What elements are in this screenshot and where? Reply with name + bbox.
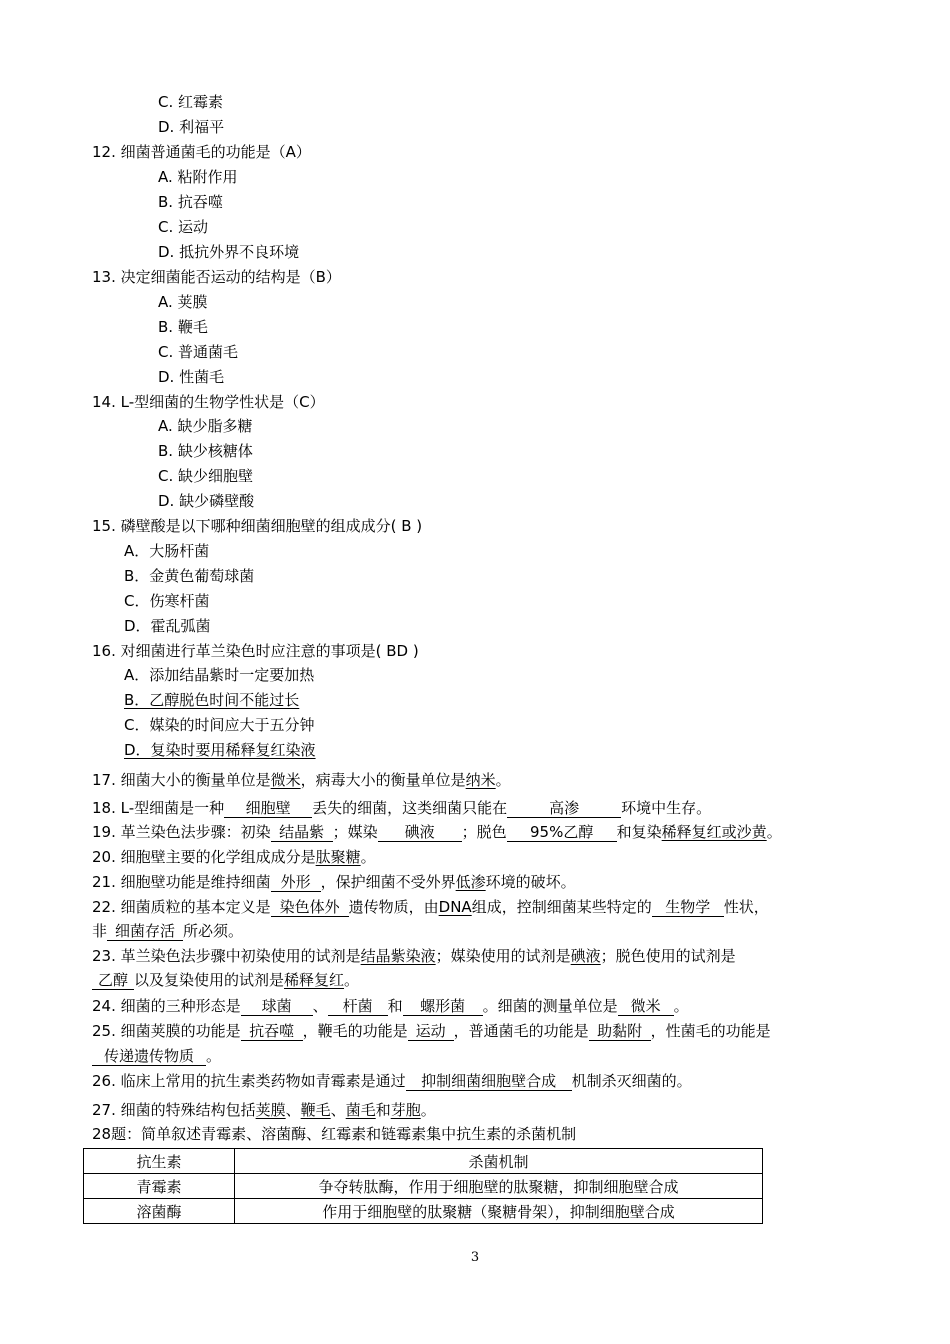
- option-b: B. 抗吞噬: [158, 193, 223, 211]
- option-a: A．大肠杆菌: [124, 542, 210, 560]
- answer-blank: 肽聚糖: [315, 848, 361, 866]
- question-26: 26. 临床上常用的抗生素类药物如青霉素是通过 抑制细菌细胞壁合成 机制杀灭细菌的。: [92, 1072, 692, 1090]
- answer-blank: 低渗: [455, 873, 486, 891]
- answer-blank: 芽胞: [390, 1101, 421, 1119]
- question-23-cont: 乙醇 以及复染使用的试剂是稀释复红。: [92, 970, 359, 990]
- option-c: C. 运动: [158, 218, 209, 236]
- table-row: [84, 1199, 763, 1224]
- option-a: A. 荚膜: [158, 293, 208, 311]
- answer-blank: DNA: [438, 898, 472, 916]
- option-c: C．伤寒杆菌: [124, 592, 210, 610]
- option-d: D. 缺少磷壁酸: [158, 492, 255, 510]
- option-a: A. 缺少脂多糖: [158, 417, 253, 435]
- question-25: 25. 细菌荚膜的功能是 抗吞噬 ，鞭毛的功能是 运动 ，普通菌毛的功能是 助黏附 ，性菌毛的功能是: [92, 1022, 771, 1040]
- answer-blank: 乙醇: [92, 971, 134, 990]
- answer-blank: 杆菌: [328, 997, 388, 1016]
- option-d: D. 抵抗外界不良环境: [158, 243, 300, 261]
- option-b: B．金黄色葡萄球菌: [124, 567, 255, 585]
- answer-blank: 鞭毛: [300, 1101, 331, 1119]
- question-22: 22. 细菌质粒的基本定义是 染色体外 遗传物质，由DNA组成，控制细菌某些特定的 生物学 性状，: [92, 898, 769, 916]
- answer-blank: 螺形菌: [403, 997, 483, 1016]
- option-d: D．复染时要用稀释复红染液: [124, 741, 316, 759]
- table-cell: 争夺转肽酶，作用于细胞壁的肽聚糖，抑制细胞壁合成: [235, 1174, 763, 1199]
- answer-blank: 结晶紫染液: [360, 947, 436, 965]
- answer-blank: 微米: [270, 771, 301, 789]
- question-stem: 14. L-型细菌的生物学性状是（C）: [92, 393, 325, 411]
- option-d: D. 性菌毛: [158, 368, 225, 386]
- answer-blank: 高渗: [507, 799, 621, 818]
- question-23: 23. 革兰染色法步骤中初染使用的试剂是结晶紫染液；媒染使用的试剂是碘液；脱色使用的试剂是: [92, 947, 736, 965]
- answer-blank: 外形: [271, 873, 321, 892]
- answer-blank: 95%乙醇: [507, 823, 617, 842]
- option-c: C．媒染的时间应大于五分钟: [124, 716, 315, 734]
- answer-blank: 助黏附: [589, 1022, 651, 1041]
- question-21: 21. 细胞壁功能是维持细菌 外形 ，保护细菌不受外界低渗环境的破坏。: [92, 873, 576, 891]
- answer-blank: 细胞壁: [224, 799, 312, 818]
- answer-blank: 碘液: [570, 947, 601, 965]
- question-stem: 16. 对细菌进行革兰染色时应注意的事项是( BD ): [92, 642, 419, 660]
- option-c: C. 缺少细胞壁: [158, 467, 254, 485]
- question-stem: 12. 细菌普通菌毛的功能是（A）: [92, 143, 311, 161]
- question-22-cont: 非 细菌存活 所必须。: [92, 922, 244, 940]
- answer-blank: 微米: [618, 997, 674, 1016]
- answer-blank: 荚膜: [255, 1101, 286, 1119]
- antibiotic-table: [83, 1148, 763, 1224]
- option-b: B. 缺少核糖体: [158, 442, 253, 460]
- question-27: 27. 细菌的特殊结构包括荚膜、鞭毛、菌毛和芽胞。: [92, 1101, 436, 1119]
- answer-blank: 传递遗传物质: [92, 1047, 206, 1066]
- column-header: 抗生素: [84, 1149, 235, 1174]
- option-b: B. 鞭毛: [158, 318, 208, 336]
- table-row: [84, 1174, 763, 1199]
- option-d: D. 利福平: [158, 118, 225, 136]
- answer-blank: 细菌存活: [107, 922, 183, 941]
- answer-blank: 稀释复红: [284, 971, 345, 989]
- answer-blank: 菌毛: [345, 1101, 376, 1119]
- answer-blank: 碘液: [378, 823, 462, 842]
- question-stem: 15. 磷壁酸是以下哪种细菌细胞壁的组成成分( B ): [92, 517, 423, 535]
- table-header-row: [84, 1149, 763, 1174]
- option-a: A. 粘附作用: [158, 168, 238, 186]
- question-24: 24. 细菌的三种形态是 球菌 、 杆菌 和 螺形菌 。细菌的测量单位是 微米 。: [92, 997, 689, 1015]
- question-28-stem: 28题：简单叙述青霉素、溶菌酶、红霉素和链霉素集中抗生素的杀菌机制: [92, 1125, 577, 1143]
- question-19: 19. 革兰染色法步骤：初染 结晶紫 ；媒染 碘液 ；脱色 95%乙醇 和复染稀释复红或沙黄。: [92, 823, 782, 841]
- question-stem: 13. 决定细菌能否运动的结构是（B）: [92, 268, 341, 286]
- page-number: 3: [470, 1250, 480, 1265]
- option-a: A．添加结晶紫时一定要加热: [124, 666, 315, 684]
- option-d: D．霍乱弧菌: [124, 617, 211, 635]
- answer-blank: 抑制细菌细胞壁合成: [406, 1072, 572, 1091]
- column-header: 杀菌机制: [235, 1149, 763, 1174]
- option-c: C. 红霉素: [158, 93, 224, 111]
- answer-blank: 运动: [408, 1022, 454, 1041]
- answer-blank: 结晶紫: [271, 823, 333, 842]
- table-cell: 作用于细胞壁的肽聚糖（聚糖骨架），抑制细胞壁合成: [235, 1199, 763, 1224]
- answer-blank: 纳米: [465, 771, 496, 789]
- option-b: B．乙醇脱色时间不能过长: [124, 691, 300, 709]
- answer-blank: 生物学: [652, 898, 724, 917]
- option-c: C. 普通菌毛: [158, 343, 239, 361]
- question-25-cont: 传递遗传物质 。: [92, 1046, 221, 1066]
- table-cell: 溶菌酶: [84, 1199, 235, 1224]
- question-18: 18. L-型细菌是一种 细胞壁 丢失的细菌，这类细菌只能在 高渗 环境中生存。: [92, 799, 712, 817]
- question-20: 20. 细胞壁主要的化学组成成分是肽聚糖。: [92, 848, 376, 866]
- answer-blank: 抗吞噬: [241, 1022, 303, 1041]
- question-17: 17. 细菌大小的衡量单位是微米，病毒大小的衡量单位是纳米。: [92, 771, 511, 789]
- answer-blank: 染色体外: [271, 898, 349, 917]
- answer-blank: 球菌: [241, 997, 313, 1016]
- answer-blank: 稀释复红或沙黄: [661, 823, 767, 841]
- table-cell: 青霉素: [84, 1174, 235, 1199]
